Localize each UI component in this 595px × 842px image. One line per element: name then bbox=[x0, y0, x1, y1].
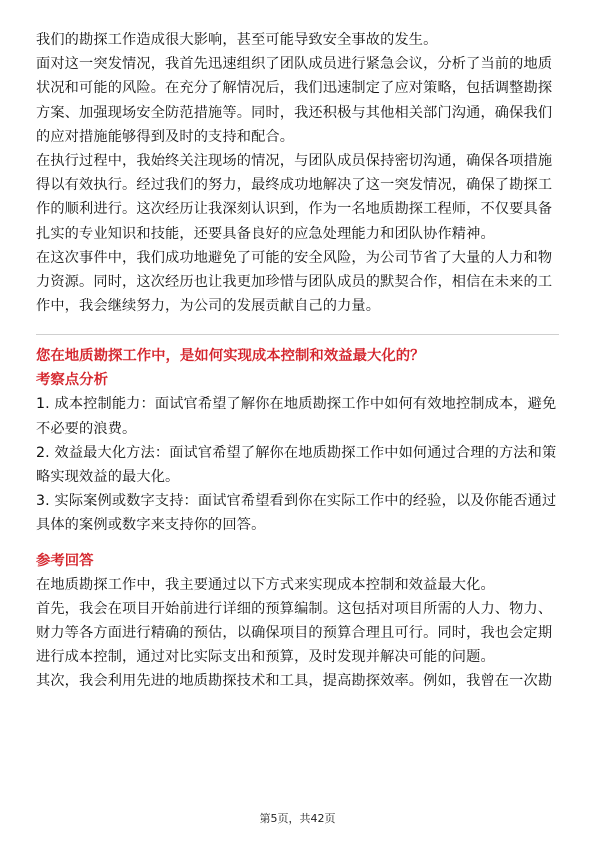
intro-paragraph-4: 在这次事件中，我们成功地避免了可能的安全风险，为公司节省了大量的人力和物力资源。同时，这次经历也让我更加珍惜与团队成员的默契合作，相信在未来的工作中，我会继续努力，为公司的发展贡献自己的力量。 bbox=[36, 249, 553, 315]
answer-heading: 参考回答 bbox=[36, 552, 94, 569]
intro-paragraph-2: 面对这一突发情况，我首先迅速组织了团队成员进行紧急会议，分析了当前的地质状况和可能的风险。在充分了解情况后，我们迅速制定了应对策略，包括调整勘探方案、加强现场安全防范措施等。同时，我还积极与其他相关部门沟通，确保我们的应对措施能够得到及时的支持和配合。 bbox=[36, 56, 553, 145]
answer-section bbox=[36, 573, 559, 694]
intro-paragraph-3: 在执行过程中，我始终关注现场的情况，与团队成员保持密切沟通，确保各项措施得以有效执行。经过我们的努力，最终成功地解决了这一突发情况，确保了勘探工作的顺利进行。这次经历让我深刻认识到，作为一名地质勘探工程师，不仅要具备扎实的专业知识和技能，还要具备良好的应急处理能力和团队协作精神。 bbox=[36, 153, 553, 242]
intro-section bbox=[36, 28, 559, 318]
analysis-heading: 考察点分析 bbox=[36, 372, 108, 389]
question-heading: 您在地质勘探工作中，是如何实现成本控制和效益最大化的？ bbox=[36, 348, 425, 365]
analysis-point-2: 2. 效益最大化方法：面试官希望了解你在地质勘探工作中如何通过合理的方法和策略实现效益的最大化。 bbox=[36, 444, 557, 486]
analysis-point-1: 1. 成本控制能力：面试官希望了解你在地质勘探工作中如何有效地控制成本，避免不必要的浪费。 bbox=[36, 396, 557, 437]
answer-paragraph-1: 在地质勘探工作中，我主要通过以下方式来实现成本控制和效益最大化。 bbox=[36, 576, 495, 593]
spacer bbox=[36, 538, 559, 549]
section-divider bbox=[36, 334, 559, 335]
page-content bbox=[36, 28, 559, 694]
intro-paragraph-1: 我们的勘探工作造成很大影响，甚至可能导致安全事故的发生。 bbox=[36, 32, 438, 48]
answer-paragraph-2: 首先，我会在项目开始前进行详细的预算编制。这包括对项目所需的人力、物力、财力等各方面进行精确的预估，以确保项目的预算合理且可行。同时，我也会定期进行成本控制，通过对比实际支出和预算，及时发现并解决可能的问题。 bbox=[36, 600, 553, 666]
answer-paragraph-3: 其次，我会利用先进的地质勘探技术和工具，提高勘探效率。例如，我曾在一次勘 bbox=[36, 673, 553, 690]
analysis-points bbox=[36, 392, 559, 537]
analysis-point-3: 3. 实际案例或数字支持：面试官希望看到你在实际工作中的经验，以及你能否通过具体的案例或数字来支持你的回答。 bbox=[36, 493, 557, 534]
page-footer: 第5页，共42页 bbox=[259, 812, 336, 825]
